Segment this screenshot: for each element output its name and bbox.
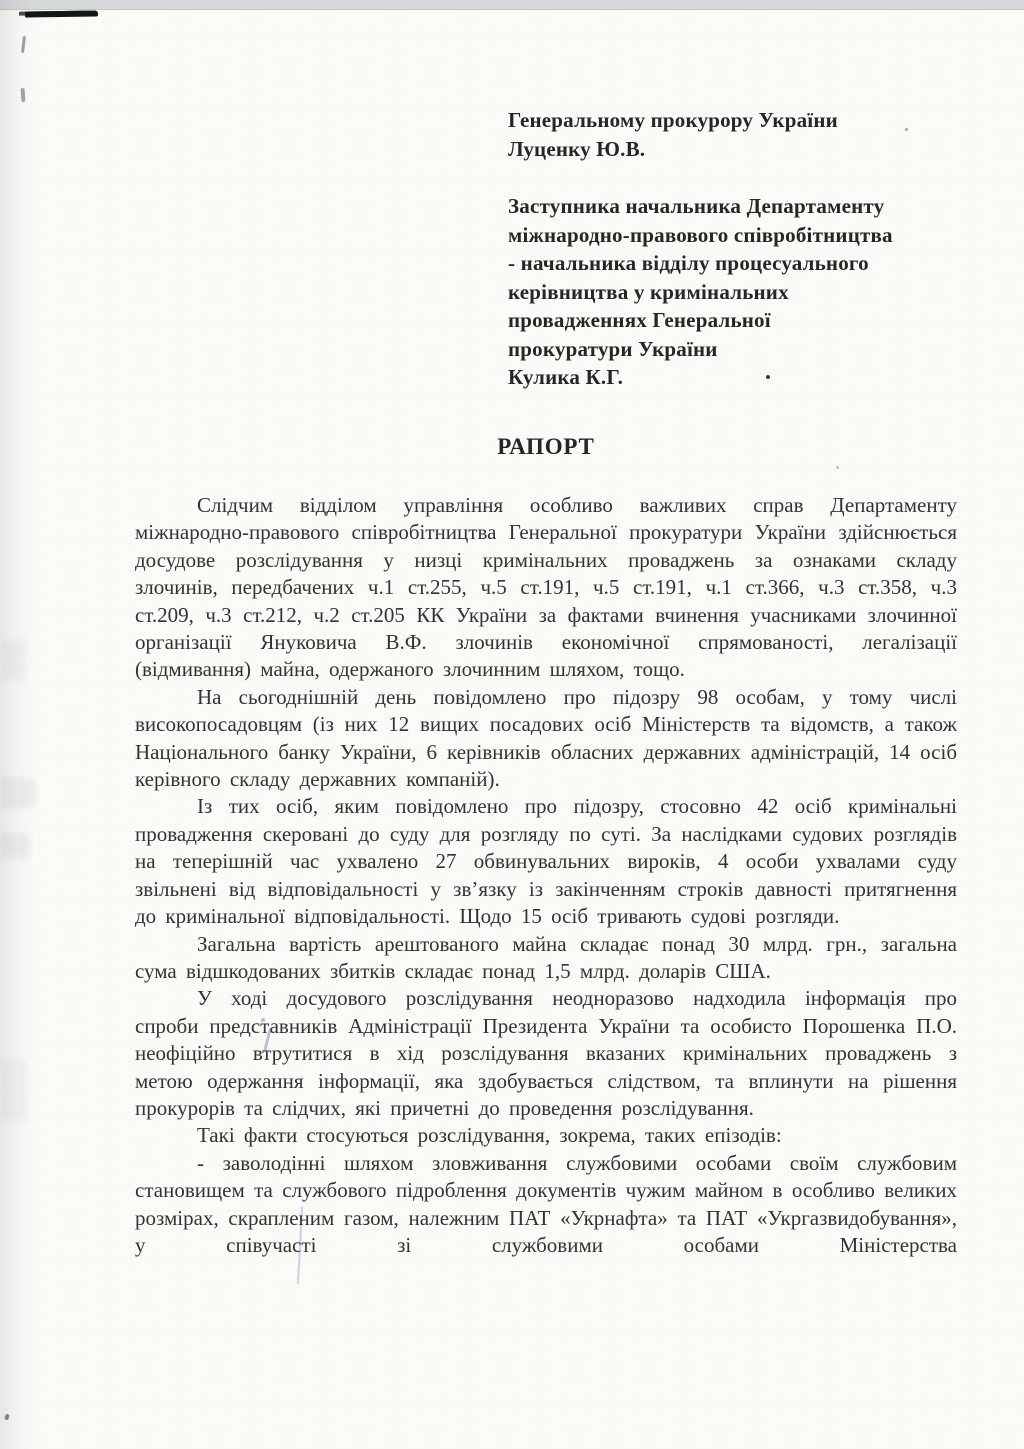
author-group xyxy=(508,192,960,392)
scan-artifact-smudge-4 xyxy=(0,1060,28,1120)
body-paragraph-5: У ході досудового розслідування неодноразово надходила інформація про спроби представників Адміністрації Президента України та особисто Порошенка П.О. неофіційно втрутитися в хід розслідування вказаних кримінальних проваджень з метою одержання інформації, яка здобувається слідством, та вплинути на рішення прокурорів та слідчих, які причетні до проведення розслідування. xyxy=(135,986,957,1120)
author-line-1: Заступника начальника Департаменту xyxy=(508,194,885,218)
scan-left-edge-shading xyxy=(0,0,34,1449)
author-line-2: міжнародно-правового співробітництва xyxy=(508,222,893,247)
body-paragraph-6: Такі факти стосуються розслідування, зокрема, таких епізодів: xyxy=(197,1123,782,1148)
body-paragraph-7: - заволодінні шляхом зловживання службовими особами своїм службовим становищем та службового підроблення документів чужим майном в особливо великих розмірах, скрапленим газом, належним ПАТ «Укрнафта» та ПАТ «Укргазвидобування», у співучасті зі службовими особами Міністерства xyxy=(135,1150,957,1257)
author-line-7: Кулика К.Г. xyxy=(508,365,624,389)
recipient-group xyxy=(508,106,960,163)
author-line-6: прокуратури України xyxy=(508,336,718,361)
author-line-5: провадженнях Генеральної xyxy=(508,308,771,332)
body-paragraph-2: На сьогоднішній день повідомлено про підозру 98 особам, у тому числі високопосадовцям (із них 12 вищих посадових осіб Міністерств та відомств, а також Національного банку України, 6 керівників обласних державних адміністрацій, 14 осіб керівного складу державних компаній). xyxy=(135,684,957,792)
scan-artifact-black-bar xyxy=(25,10,98,17)
document-body xyxy=(135,492,957,1259)
scanner-edge-strip xyxy=(0,0,1024,10)
scan-artifact-smudge-3 xyxy=(0,640,26,680)
scan-artifact-smudge-1 xyxy=(0,778,36,808)
body-paragraph-1: Слідчим відділом управління особливо важливих справ Департаменту міжнародно-правового співробітництва Генеральної прокуратури України здійснюється досудове розслідування у низці кримінальних проваджень за ознаками складу злочинів, передбачених ч.1 ст.255, ч.5 ст.191, ч.5 ст.191, ч.1 ст.366, ч.3 ст.358, ч.3 ст.209, ч.3 ст.212, ч.2 ст.205 КК України за фактами вчинення учасниками злочинної організації Януковича В.Ф. злочинів економічної спрямованості, легалізації (відмивання) майна, одержаного злочинним шляхом, тощо. xyxy=(135,493,957,682)
recipient-block xyxy=(508,106,960,392)
body-paragraph-4: Загальна вартість арештованого майна складає понад 30 млрд. грн., загальна сума відшкодованих збитків складає понад 1,5 млрд. доларів США. xyxy=(135,931,957,983)
author-line-4: керівництва у кримінальних xyxy=(508,279,789,304)
recipient-line-1: Генеральному прокурору України xyxy=(508,108,838,132)
author-line-3: - начальника відділу процесуального xyxy=(508,251,869,275)
recipient-line-2: Луценку Ю.В. xyxy=(508,136,646,161)
scan-artifact-smudge-2 xyxy=(0,834,30,858)
document-title: РАПОРТ xyxy=(497,434,595,459)
body-paragraph-3: Із тих осіб, яким повідомлено про підозру, стосовно 42 осіб кримінальні провадження скеровані до суду для розгляду по суті. За наслідками судових розглядів на теперішній час ухвалено 27 обвинувальних вироків, 4 особи ухвалами суду звільнені від відповідальності у зв’язку із закінченням строків давності притягнення до кримінальної відповідальності. Щодо 15 осіб тривають судові розгляди. xyxy=(135,794,957,929)
scan-artifact-speck-4 xyxy=(836,466,839,469)
